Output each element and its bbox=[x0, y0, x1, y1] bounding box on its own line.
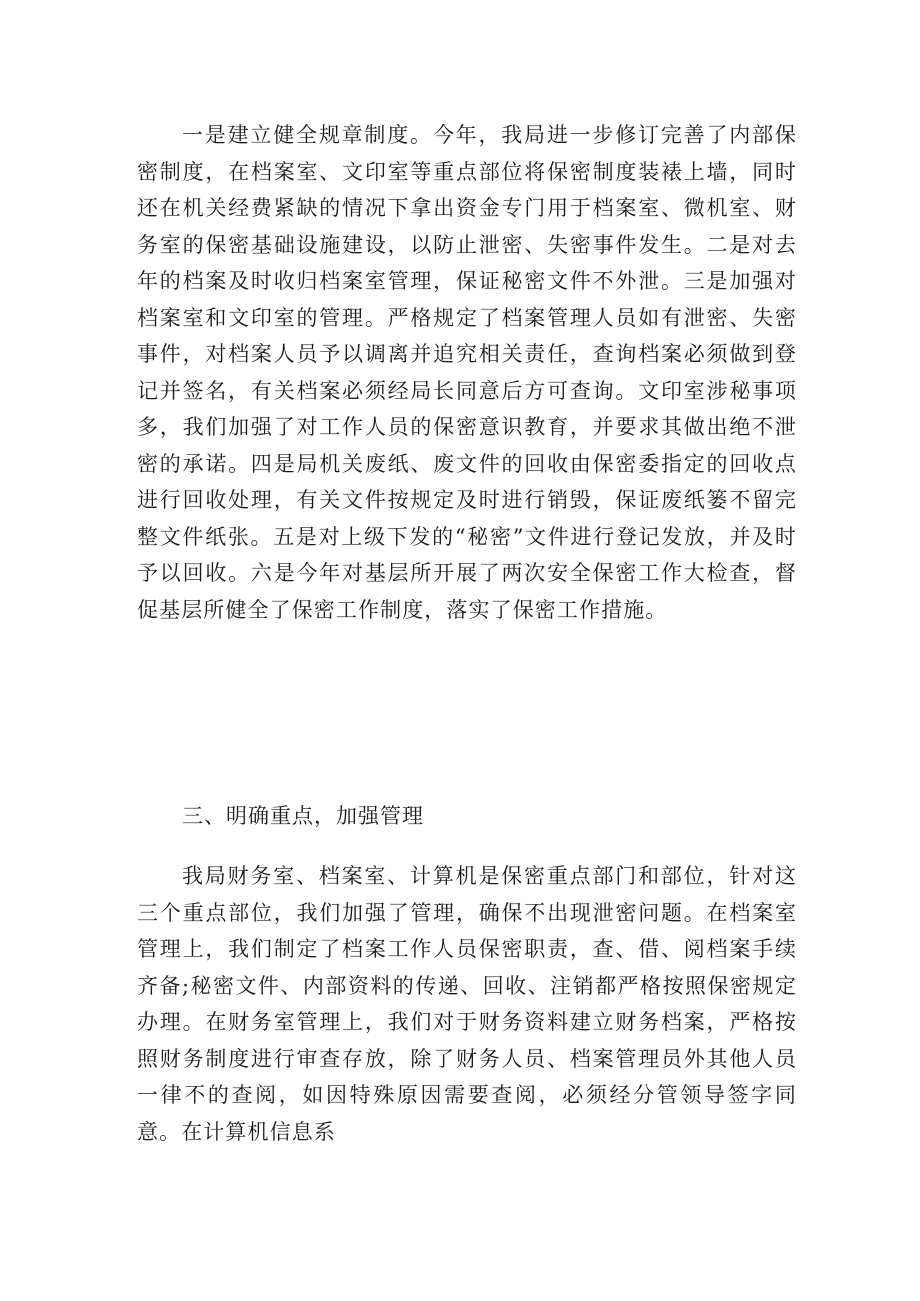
paragraph-key-departments: 我局财务室、档案室、计算机是保密重点部门和部位，针对这三个重点部位，我们加强了管理，确保不出现泄密问题。在档案室管理上，我们制定了档案工作人员保密职责，查、借、阅档案手续齐备;秘密文件、内部资料的传递、回收、注销都严格按照保密规定办理。在财务室管理上，我们对于财务资料建立财务档案，严格按照财务制度进行审查存放，除了财务人员、档案管理员外其他人员一律不的查阅，如因特殊原因需要查阅，必须经分管领导签字同意。在计算机信息系 bbox=[137, 864, 797, 1144]
section-heading: 三、明确重点，加强管理 bbox=[182, 804, 424, 828]
paragraph-rules-system: 一是建立健全规章制度。今年，我局进一步修订完善了内部保密制度，在档案室、文印室等重点部位将保密制度装裱上墙，同时还在机关经费紧缺的情况下拿出资金专门用于档案室、微机室、财务室的保密基础设施建设，以防止泄密、失密事件发生。二是对去年的档案及时收归档案室管理，保证秘密文件不外泄。三是加强对档案室和文印室的管理。严格规定了档案管理人员如有泄密、失密事件，对档案人员予以调离并追究相关责任，查询档案必须做到登记并签名，有关档案必须经局长同意后方可查询。文印室涉秘事项多，我们加强了对工作人员的保密意识教育，并要求其做出绝不泄密的承诺。四是局机关废纸、废文件的回收由保密委指定的回收点进行回收处理，有关文件按规定及时进行销毁，保证废纸篓不留完整文件纸张。五是对上级下发的“秘密”文件进行登记发放，并及时予以回收。六是今年对基层所开展了两次安全保密工作大检查，督促基层所健全了保密工作制度，落实了保密工作措施。 bbox=[137, 123, 797, 622]
